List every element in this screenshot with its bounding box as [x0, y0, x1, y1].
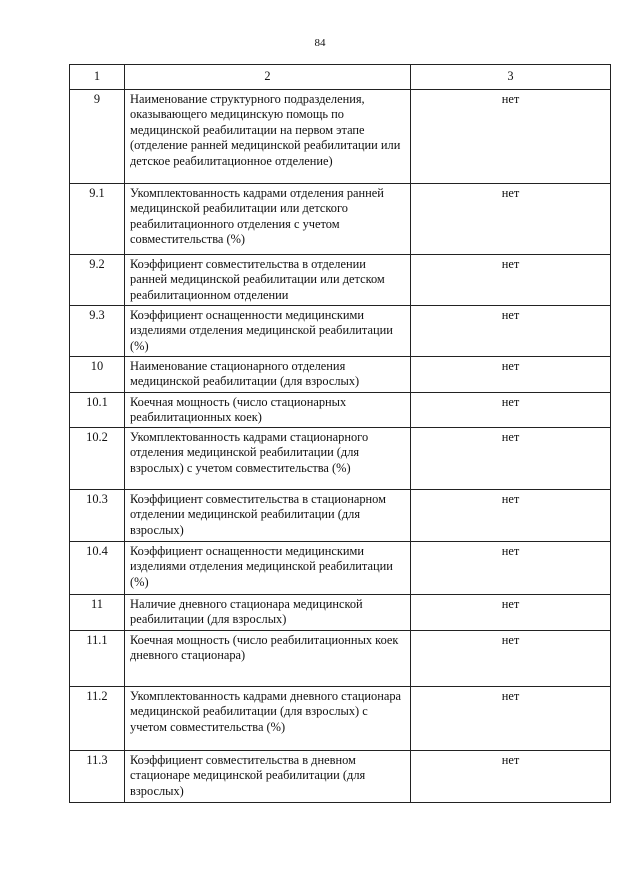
row-indicator-name: Коэффициент совместительства в дневном стационаре медицинской реабилитации (для взрослых)	[125, 751, 411, 803]
row-value: нет	[411, 751, 611, 803]
row-indicator-name: Укомплектованность кадрами дневного стационара медицинской реабилитации (для взрослых) с учетом совместительства (%)	[125, 687, 411, 751]
table-row	[70, 428, 611, 490]
row-value: нет	[411, 90, 611, 184]
row-indicator-name: Коэффициент совместительства в стационарном отделении медицинской реабилитации (для взрослых)	[125, 490, 411, 542]
row-value: нет	[411, 255, 611, 306]
row-value: нет	[411, 393, 611, 428]
row-number: 9.1	[70, 184, 125, 255]
table-row	[70, 687, 611, 751]
row-number: 11.3	[70, 751, 125, 803]
row-value: нет	[411, 306, 611, 357]
row-value: нет	[411, 357, 611, 393]
row-value: нет	[411, 595, 611, 631]
indicator-table	[69, 64, 611, 803]
table-row	[70, 631, 611, 687]
row-indicator-name: Наименование структурного подразделения, оказывающего медицинскую помощь по медицинской реабилитации на первом этапе (отделение ранней медицинской реабилитации или детское реабилитационное отделение)	[125, 90, 411, 184]
row-number: 11	[70, 595, 125, 631]
table-header-row	[70, 65, 611, 90]
row-number: 10.4	[70, 542, 125, 595]
row-indicator-name: Коечная мощность (число стационарных реабилитационных коек)	[125, 393, 411, 428]
table-row	[70, 490, 611, 542]
row-value: нет	[411, 631, 611, 687]
row-number: 10	[70, 357, 125, 393]
row-value: нет	[411, 687, 611, 751]
row-number: 9	[70, 90, 125, 184]
row-indicator-name: Наименование стационарного отделения медицинской реабилитации (для взрослых)	[125, 357, 411, 393]
table-row	[70, 393, 611, 428]
row-value: нет	[411, 428, 611, 490]
table-row	[70, 255, 611, 306]
row-number: 11.2	[70, 687, 125, 751]
table-row	[70, 751, 611, 803]
header-cell-2: 2	[125, 65, 411, 90]
row-number: 11.1	[70, 631, 125, 687]
row-indicator-name: Коэффициент оснащенности медицинскими изделиями отделения медицинской реабилитации (%)	[125, 306, 411, 357]
row-indicator-name: Наличие дневного стационара медицинской реабилитации (для взрослых)	[125, 595, 411, 631]
row-indicator-name: Укомплектованность кадрами стационарного отделения медицинской реабилитации (для взрослых) с учетом совместительства (%)	[125, 428, 411, 490]
header-cell-3: 3	[411, 65, 611, 90]
page-number: 84	[314, 37, 326, 49]
row-number: 10.3	[70, 490, 125, 542]
row-indicator-name: Коечная мощность (число реабилитационных коек дневного стационара)	[125, 631, 411, 687]
row-indicator-name: Коэффициент совместительства в отделении ранней медицинской реабилитации или детском реабилитационном отделении	[125, 255, 411, 306]
table-row	[70, 595, 611, 631]
row-number: 9.3	[70, 306, 125, 357]
row-number: 9.2	[70, 255, 125, 306]
row-indicator-name: Укомплектованность кадрами отделения ранней медицинской реабилитации или детского реабилитационного отделения с учетом совместительства (%)	[125, 184, 411, 255]
row-number: 10.1	[70, 393, 125, 428]
row-value: нет	[411, 184, 611, 255]
header-cell-1: 1	[70, 65, 125, 90]
row-number: 10.2	[70, 428, 125, 490]
table-row	[70, 90, 611, 184]
table-row	[70, 184, 611, 255]
row-value: нет	[411, 542, 611, 595]
table-row	[70, 306, 611, 357]
table-row	[70, 357, 611, 393]
table-row	[70, 542, 611, 595]
row-value: нет	[411, 490, 611, 542]
row-indicator-name: Коэффициент оснащенности медицинскими изделиями отделения медицинской реабилитации (%)	[125, 542, 411, 595]
